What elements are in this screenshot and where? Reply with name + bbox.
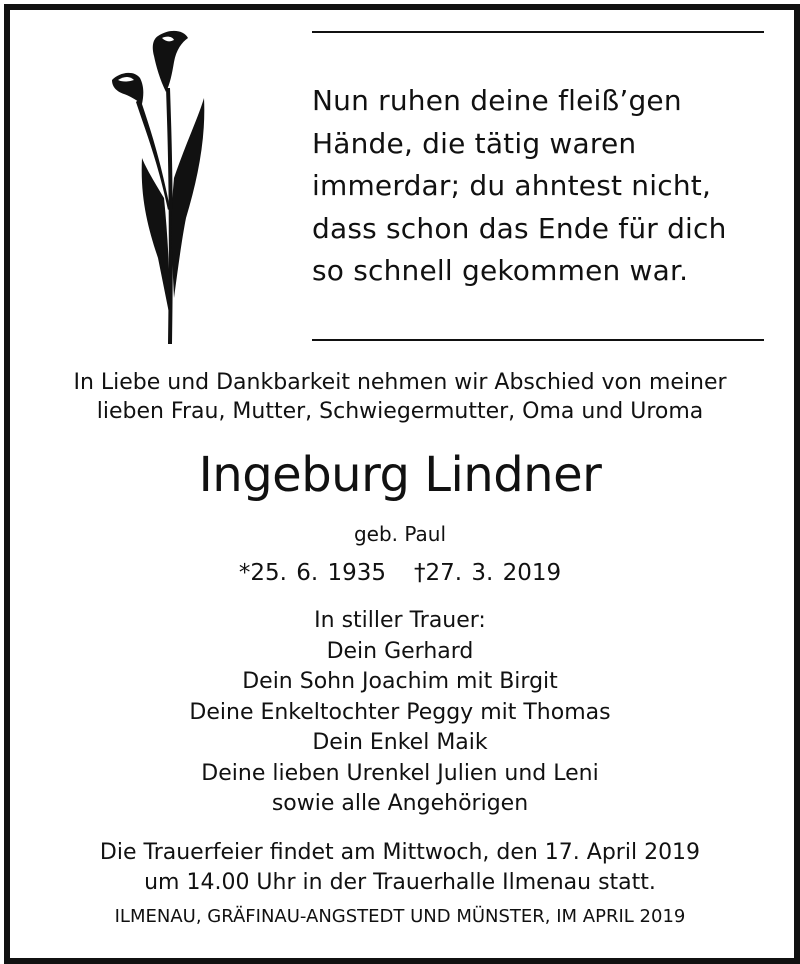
- intro-line: lieben Frau, Mutter, Schwiegermutter, Oma und Uroma: [96, 399, 704, 424]
- mourner-line: Deine Enkeltochter Peggy mit Thomas: [189, 699, 611, 725]
- ceremony-info: [10, 838, 790, 898]
- birth-name: geb. Paul: [353, 522, 447, 546]
- mourner-line: Dein Gerhard: [326, 638, 474, 664]
- poem-line: so schnell gekommen war.: [312, 254, 689, 287]
- deceased-name: Ingeburg Lindner: [198, 447, 602, 503]
- poem-line: dass schon das Ende für dich: [312, 211, 727, 245]
- poem: [312, 80, 772, 293]
- calla-lily-icon: [100, 28, 220, 344]
- death-date: †27. 3. 2019: [414, 560, 562, 586]
- top-divider: [312, 31, 764, 33]
- mourner-line: sowie alle Angehörigen: [271, 791, 529, 816]
- mourner-line: Dein Sohn Joachim mit Birgit: [242, 669, 558, 694]
- mourners-heading: In stiller Trauer:: [314, 608, 486, 633]
- life-dates: [10, 558, 790, 588]
- ceremony-line: um 14.00 Uhr in der Trauerhalle Ilmenau statt.: [144, 870, 656, 895]
- poem-line: Hände, die tätig waren: [312, 126, 637, 160]
- poem-line: immerdar; du ahntest nicht,: [312, 169, 712, 202]
- bottom-divider: [312, 339, 764, 341]
- poem-line: Nun ruhen deine fleiß’gen: [312, 84, 682, 117]
- intro-text: [10, 368, 790, 426]
- mourners-list: [10, 606, 790, 820]
- place-and-date: ILMENAU, GRÄFINAU-ANGSTEDT UND MÜNSTER, IM APRIL 2019: [114, 906, 686, 927]
- intro-line: In Liebe und Dankbarkeit nehmen wir Abschied von meiner: [73, 370, 727, 395]
- birth-date: *25. 6. 1935: [238, 560, 386, 586]
- ceremony-line: Die Trauerfeier findet am Mittwoch, den 17. April 2019: [99, 840, 701, 865]
- mourner-line: Deine lieben Urenkel Julien und Leni: [201, 760, 599, 786]
- mourner-line: Dein Enkel Maik: [312, 730, 488, 755]
